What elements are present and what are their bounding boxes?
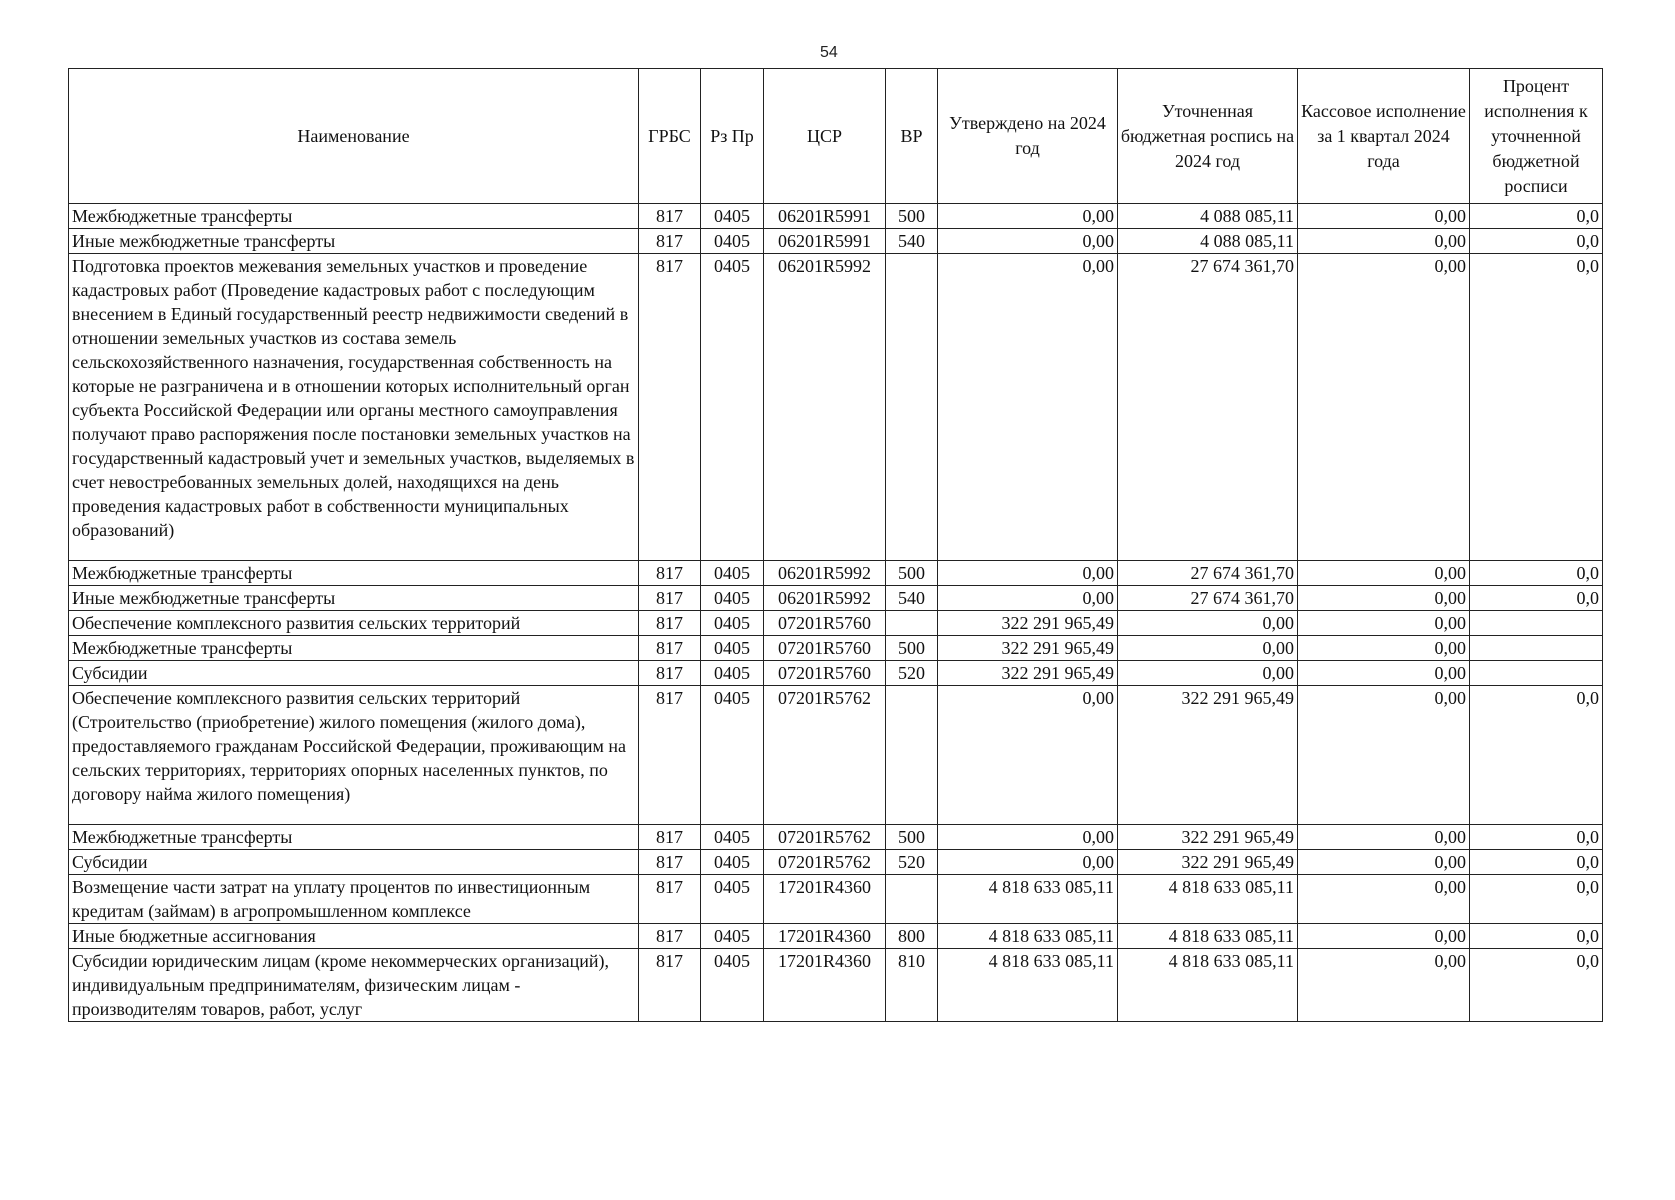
cell-name: Межбюджетные трансферты: [69, 204, 639, 229]
table-row: [69, 686, 1603, 825]
cell-percent: 0,0: [1470, 586, 1603, 611]
cell-grbs: 817: [639, 949, 701, 1022]
cell-percent: 0,0: [1470, 254, 1603, 561]
cell-percent: 0,0: [1470, 229, 1603, 254]
cell-vr: [886, 875, 938, 924]
cell-refined: 4 818 633 085,11: [1118, 875, 1298, 924]
cell-refined: 322 291 965,49: [1118, 825, 1298, 850]
cell-rzpr: 0405: [701, 686, 764, 825]
cell-csr: 07201R5762: [764, 686, 886, 825]
cell-vr: 520: [886, 850, 938, 875]
cell-approved: 322 291 965,49: [938, 636, 1118, 661]
cell-csr: 07201R5760: [764, 611, 886, 636]
cell-approved: 4 818 633 085,11: [938, 949, 1118, 1022]
cell-rzpr: 0405: [701, 875, 764, 924]
cell-approved: 0,00: [938, 586, 1118, 611]
cell-vr: 500: [886, 204, 938, 229]
cell-grbs: 817: [639, 204, 701, 229]
cell-vr: 500: [886, 561, 938, 586]
cell-rzpr: 0405: [701, 204, 764, 229]
cell-csr: 17201R4360: [764, 949, 886, 1022]
cell-cash: 0,00: [1298, 254, 1470, 561]
cell-approved: 0,00: [938, 204, 1118, 229]
cell-rzpr: 0405: [701, 825, 764, 850]
cell-refined: 0,00: [1118, 661, 1298, 686]
cell-refined: 4 088 085,11: [1118, 204, 1298, 229]
cell-csr: 07201R5762: [764, 825, 886, 850]
cell-name: Иные межбюджетные трансферты: [69, 586, 639, 611]
cell-cash: 0,00: [1298, 611, 1470, 636]
cell-vr: 500: [886, 636, 938, 661]
header-approved: Утверждено на 2024 год: [938, 69, 1118, 204]
cell-percent: 0,0: [1470, 875, 1603, 924]
cell-approved: 4 818 633 085,11: [938, 924, 1118, 949]
cell-csr: 07201R5762: [764, 850, 886, 875]
header-grbs: ГРБС: [639, 69, 701, 204]
cell-rzpr: 0405: [701, 661, 764, 686]
cell-rzpr: 0405: [701, 586, 764, 611]
cell-grbs: 817: [639, 611, 701, 636]
page-number: 54: [820, 44, 838, 61]
cell-percent: 0,0: [1470, 825, 1603, 850]
table-row: [69, 825, 1603, 850]
cell-name: Обеспечение комплексного развития сельских территорий: [69, 611, 639, 636]
cell-cash: 0,00: [1298, 875, 1470, 924]
cell-cash: 0,00: [1298, 561, 1470, 586]
table-row: [69, 586, 1603, 611]
cell-rzpr: 0405: [701, 949, 764, 1022]
cell-approved: 322 291 965,49: [938, 661, 1118, 686]
cell-csr: 06201R5992: [764, 586, 886, 611]
cell-name: Иные межбюджетные трансферты: [69, 229, 639, 254]
cell-rzpr: 0405: [701, 611, 764, 636]
cell-name: Межбюджетные трансферты: [69, 636, 639, 661]
cell-name: Субсидии: [69, 850, 639, 875]
header-vr: ВР: [886, 69, 938, 204]
cell-name: Межбюджетные трансферты: [69, 825, 639, 850]
header-cash: Кассовое исполнение за 1 квартал 2024 года: [1298, 69, 1470, 204]
cell-refined: 0,00: [1118, 611, 1298, 636]
cell-approved: 0,00: [938, 825, 1118, 850]
cell-name: Подготовка проектов межевания земельных участков и проведение кадастровых работ (Проведение кадастровых работ с последующим внесением в Единый государственный реестр недвижимости сведений в отношении земельных участков из состава земель сельскохозяйственного назначения, государственная собственность на которые не разграничена и в отношении которых исполнительный орган субъекта Российской Федерации или органы местного самоуправления получают право распоряжения после постановки земельных участков на государственный кадастровый учет и земельных участков, выделяемых в счет невостребованных земельных долей, находящихся на день проведения кадастровых работ в собственности муниципальных образований): [69, 254, 639, 561]
cell-rzpr: 0405: [701, 850, 764, 875]
table-header-row: [69, 69, 1603, 204]
table-row: [69, 949, 1603, 1022]
cell-grbs: 817: [639, 586, 701, 611]
cell-vr: 500: [886, 825, 938, 850]
cell-cash: 0,00: [1298, 850, 1470, 875]
cell-refined: 27 674 361,70: [1118, 561, 1298, 586]
cell-vr: 800: [886, 924, 938, 949]
cell-vr: [886, 686, 938, 825]
cell-refined: 27 674 361,70: [1118, 254, 1298, 561]
table-row: [69, 924, 1603, 949]
cell-csr: 17201R4360: [764, 924, 886, 949]
cell-name: Иные бюджетные ассигнования: [69, 924, 639, 949]
cell-cash: 0,00: [1298, 229, 1470, 254]
cell-csr: 06201R5992: [764, 254, 886, 561]
cell-grbs: 817: [639, 254, 701, 561]
table-row: [69, 636, 1603, 661]
cell-rzpr: 0405: [701, 561, 764, 586]
table-row: [69, 204, 1603, 229]
cell-rzpr: 0405: [701, 924, 764, 949]
cell-name: Субсидии: [69, 661, 639, 686]
cell-refined: 4 818 633 085,11: [1118, 949, 1298, 1022]
cell-approved: 0,00: [938, 229, 1118, 254]
cell-vr: 540: [886, 586, 938, 611]
table-row: [69, 611, 1603, 636]
cell-grbs: 817: [639, 850, 701, 875]
cell-vr: [886, 254, 938, 561]
budget-table: [68, 68, 1603, 1022]
cell-name: Возмещение части затрат на уплату процентов по инвестиционным кредитам (займам) в агропромышленном комплексе: [69, 875, 639, 924]
cell-approved: 0,00: [938, 850, 1118, 875]
cell-grbs: 817: [639, 661, 701, 686]
table-row: [69, 561, 1603, 586]
cell-approved: 0,00: [938, 561, 1118, 586]
cell-approved: 322 291 965,49: [938, 611, 1118, 636]
cell-name: Субсидии юридическим лицам (кроме некоммерческих организаций), индивидуальным предпринимателям, физическим лицам - производителям товаров, работ, услуг: [69, 949, 639, 1022]
cell-percent: 0,0: [1470, 949, 1603, 1022]
cell-csr: 06201R5992: [764, 561, 886, 586]
cell-grbs: 817: [639, 561, 701, 586]
cell-cash: 0,00: [1298, 661, 1470, 686]
cell-grbs: 817: [639, 924, 701, 949]
cell-csr: 07201R5760: [764, 661, 886, 686]
cell-rzpr: 0405: [701, 229, 764, 254]
cell-refined: 4 818 633 085,11: [1118, 924, 1298, 949]
cell-grbs: 817: [639, 825, 701, 850]
cell-grbs: 817: [639, 636, 701, 661]
cell-percent: 0,0: [1470, 686, 1603, 825]
cell-name: Межбюджетные трансферты: [69, 561, 639, 586]
cell-percent: 0,0: [1470, 561, 1603, 586]
cell-cash: 0,00: [1298, 949, 1470, 1022]
cell-percent: 0,0: [1470, 204, 1603, 229]
cell-grbs: 817: [639, 229, 701, 254]
header-refined: Уточненная бюджетная роспись на 2024 год: [1118, 69, 1298, 204]
cell-approved: 4 818 633 085,11: [938, 875, 1118, 924]
cell-vr: 540: [886, 229, 938, 254]
cell-rzpr: 0405: [701, 254, 764, 561]
cell-vr: [886, 611, 938, 636]
header-rzpr: Рз Пр: [701, 69, 764, 204]
cell-refined: 0,00: [1118, 636, 1298, 661]
cell-approved: 0,00: [938, 254, 1118, 561]
cell-refined: 27 674 361,70: [1118, 586, 1298, 611]
cell-percent: [1470, 661, 1603, 686]
cell-csr: 17201R4360: [764, 875, 886, 924]
cell-rzpr: 0405: [701, 636, 764, 661]
cell-csr: 07201R5760: [764, 636, 886, 661]
table-row: [69, 661, 1603, 686]
cell-csr: 06201R5991: [764, 204, 886, 229]
cell-cash: 0,00: [1298, 924, 1470, 949]
cell-percent: 0,0: [1470, 850, 1603, 875]
header-name: Наименование: [69, 69, 639, 204]
header-csr: ЦСР: [764, 69, 886, 204]
cell-refined: 322 291 965,49: [1118, 686, 1298, 825]
cell-grbs: 817: [639, 875, 701, 924]
cell-vr: 810: [886, 949, 938, 1022]
table-row: [69, 875, 1603, 924]
cell-approved: 0,00: [938, 686, 1118, 825]
cell-refined: 322 291 965,49: [1118, 850, 1298, 875]
cell-vr: 520: [886, 661, 938, 686]
cell-refined: 4 088 085,11: [1118, 229, 1298, 254]
cell-name: Обеспечение комплексного развития сельских территорий (Строительство (приобретение) жилого помещения (жилого дома), предоставляемого гражданам Российской Федерации, проживающим на сельских территориях, территориях опорных населенных пунктов, по договору найма жилого помещения): [69, 686, 639, 825]
cell-csr: 06201R5991: [764, 229, 886, 254]
header-percent: Процент исполнения к уточненной бюджетной росписи: [1470, 69, 1603, 204]
cell-cash: 0,00: [1298, 586, 1470, 611]
cell-grbs: 817: [639, 686, 701, 825]
cell-cash: 0,00: [1298, 636, 1470, 661]
cell-cash: 0,00: [1298, 204, 1470, 229]
table-row: [69, 254, 1603, 561]
cell-percent: [1470, 611, 1603, 636]
cell-cash: 0,00: [1298, 686, 1470, 825]
cell-percent: 0,0: [1470, 924, 1603, 949]
table-row: [69, 850, 1603, 875]
cell-cash: 0,00: [1298, 825, 1470, 850]
cell-percent: [1470, 636, 1603, 661]
table-row: [69, 229, 1603, 254]
